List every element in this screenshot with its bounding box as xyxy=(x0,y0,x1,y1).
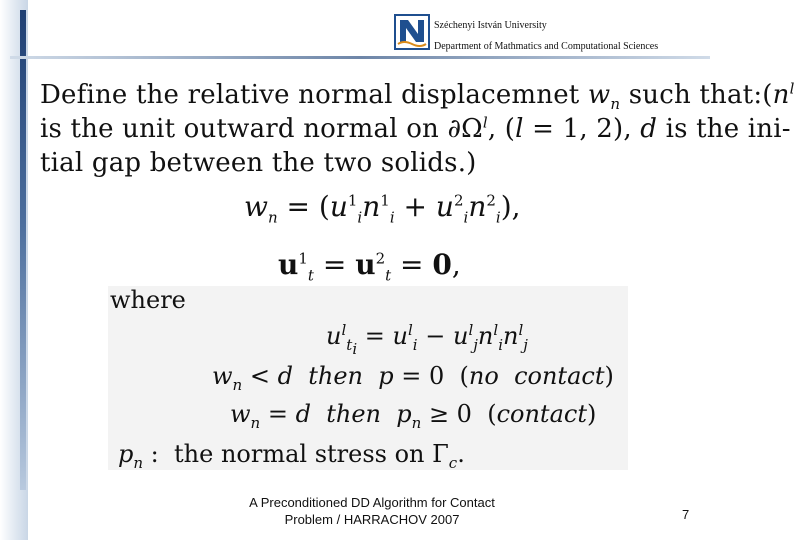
d-variable: d xyxy=(640,114,658,144)
intro-line-3: tial gap between the two solids.) xyxy=(40,148,477,178)
intro-text-2: such that:( xyxy=(620,80,773,110)
l-variable: l xyxy=(515,114,524,144)
eq1-w: w xyxy=(244,190,268,223)
equation-tangential: $u^1_t = u^2_t = 0$, xyxy=(278,248,461,285)
condition-contact: $w_n = d$ then $p_n \ge 0$ (contact) xyxy=(230,400,597,432)
page-number: 7 xyxy=(682,507,690,522)
where-label: where xyxy=(110,286,186,314)
condition-tangential-def: $u^l_{t_i} = u^l_i - u^l_jn^l_in^l_j$ xyxy=(326,321,528,358)
university-name: Széchenyi István University xyxy=(434,20,547,31)
omega-superscript: l xyxy=(482,113,488,132)
nl-symbol: n xyxy=(772,80,790,110)
header-divider xyxy=(10,56,710,59)
department-name: Department of Mathmatics and Computational Sciences xyxy=(434,41,659,52)
intro-text-3: is the unit outward normal on ∂Ω xyxy=(40,114,483,144)
wn-subscript: n xyxy=(610,95,621,114)
intro-line-1 xyxy=(40,78,795,114)
intro-paragraph xyxy=(40,78,795,180)
equation-wn xyxy=(244,190,521,227)
wn-symbol: w xyxy=(587,80,611,110)
intro-line-2 xyxy=(40,112,791,146)
university-logo-icon xyxy=(394,14,430,50)
intro-text-5: = 1, 2), xyxy=(523,114,641,144)
intro-text-4: , ( xyxy=(487,114,516,144)
left-accent-bar xyxy=(20,10,26,490)
nl-superscript: l xyxy=(789,79,795,98)
footer-title: A Preconditioned DD Algorithm for Contact Problem / HARRACHOV 2007 xyxy=(249,495,495,527)
eq1-body: = $(u^1_in^1_i + u^2_in^2_i)$, xyxy=(277,190,521,227)
intro-text-6: is the ini- xyxy=(657,114,791,144)
condition-normal-stress: $p_n$ : the normal stress on $\Gamma_c$. xyxy=(118,440,465,472)
eq1-sub: n xyxy=(267,208,278,227)
condition-no-contact: $w_n < d$ then p = 0 (no contact) xyxy=(212,362,614,394)
intro-text-1: Define the relative normal displacemnet xyxy=(40,80,588,110)
